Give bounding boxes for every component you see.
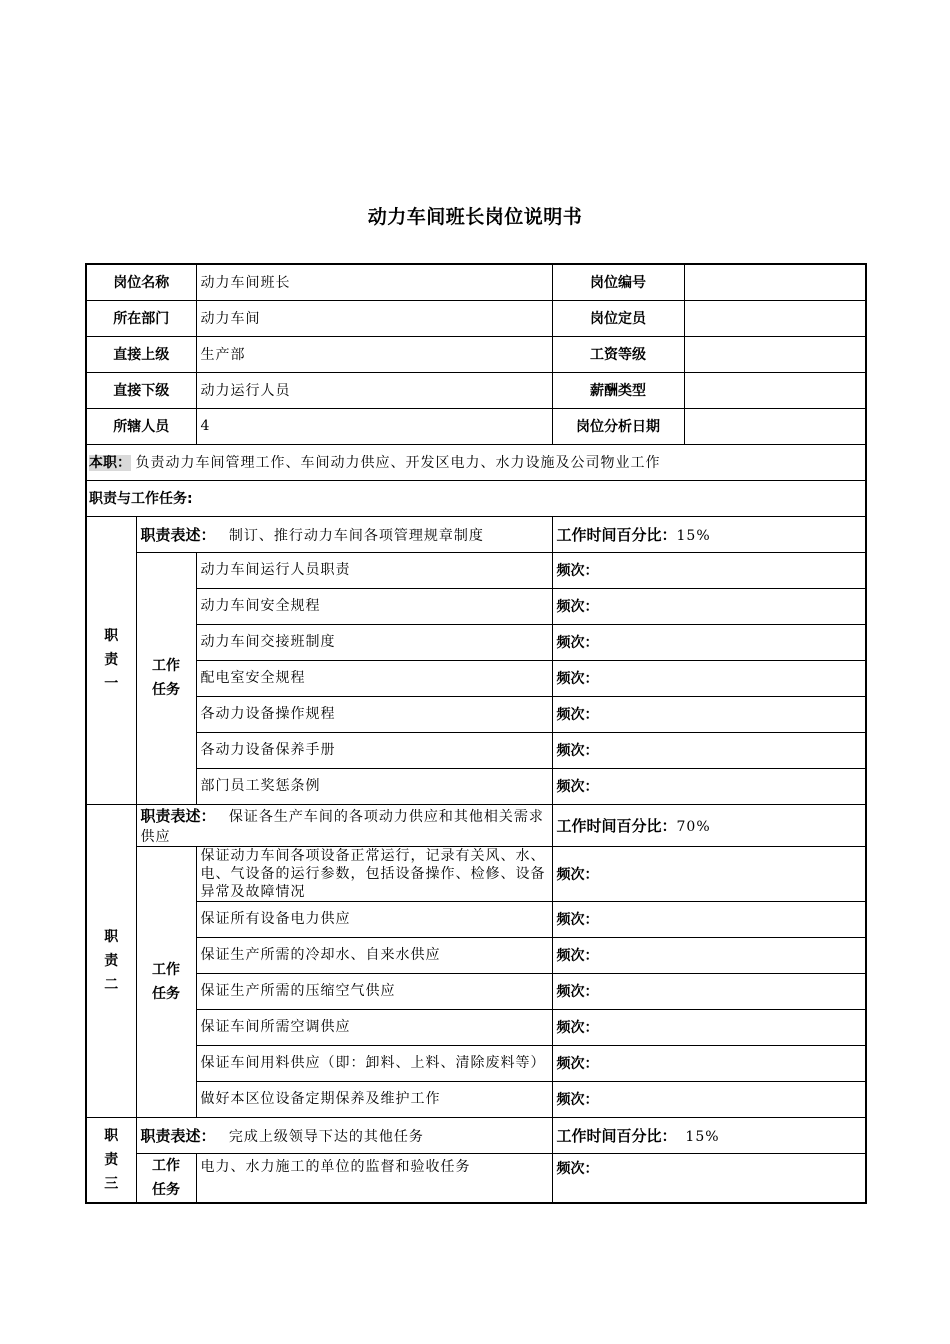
- r3-task-1: 电力、水力施工的单位的监督和验收任务: [196, 1153, 552, 1203]
- superior-value: 生产部: [196, 336, 552, 372]
- r1-task-row: [86, 624, 866, 660]
- post-name-value: 动力车间班长: [196, 264, 552, 300]
- row-duty: [86, 444, 866, 480]
- r1-task-4: 配电室安全规程: [196, 660, 552, 696]
- r1-freq-2: 频次：: [552, 588, 866, 624]
- r2-desc: 保证各生产车间的各项动力供应和其他相关需求供应: [140, 808, 544, 845]
- r1-label: [86, 516, 136, 804]
- r2-task-6: 保证车间用料供应（即：卸料、上料、清除废料等）: [196, 1045, 552, 1081]
- r2-task-3: 保证生产所需的冷却水、自来水供应: [196, 937, 552, 973]
- r1-task-6: 各动力设备保养手册: [196, 732, 552, 768]
- r2-freq-5: 频次：: [552, 1009, 866, 1045]
- r1-task-1: 动力车间运行人员职责: [196, 552, 552, 588]
- row-subordinate: [86, 372, 866, 408]
- staff-label: 所辖人员: [86, 408, 196, 444]
- r2-freq-1: 频次：: [552, 846, 866, 901]
- r2-freq-6: 频次：: [552, 1045, 866, 1081]
- r2-task-7: 做好本区位设备定期保养及维护工作: [196, 1081, 552, 1117]
- r1-desc: 制订、推行动力车间各项管理规章制度: [228, 527, 484, 544]
- salary-value: [684, 372, 866, 408]
- r2-pct-label: 工作时间百分比：: [556, 816, 677, 835]
- job-description-table: [85, 263, 867, 1204]
- dept-value: 动力车间: [196, 300, 552, 336]
- r1-freq-3: 频次：: [552, 624, 866, 660]
- r3-task-row: [86, 1153, 866, 1203]
- r2-task-row: [86, 1045, 866, 1081]
- row-dept: [86, 300, 866, 336]
- r1-task-5: 各动力设备操作规程: [196, 696, 552, 732]
- row-staff: [86, 408, 866, 444]
- quota-value: [684, 300, 866, 336]
- superior-label: 直接上级: [86, 336, 196, 372]
- wage-label: 工资等级: [552, 336, 684, 372]
- r2-freq-3: 频次：: [552, 937, 866, 973]
- quota-label: 岗位定员: [552, 300, 684, 336]
- r1-task-row: [86, 660, 866, 696]
- document-title: 动力车间班长岗位说明书: [367, 206, 583, 228]
- r2-label-char-3: 二: [104, 976, 119, 993]
- r1-task-label: 工作 任务: [136, 552, 196, 804]
- row-superior: [86, 336, 866, 372]
- r3-desc: 完成上级领导下达的其他任务: [228, 1128, 424, 1145]
- r3-label-char-1: 职: [104, 1127, 119, 1144]
- r3-pct-label: 工作时间百分比：: [556, 1126, 677, 1145]
- r2-label-char-2: 责: [104, 952, 119, 969]
- post-no-value: [684, 264, 866, 300]
- r1-task-row: [86, 588, 866, 624]
- r2-task-5: 保证车间所需空调供应: [196, 1009, 552, 1045]
- r1-task-2: 动力车间安全规程: [196, 588, 552, 624]
- r1-task-row: [86, 552, 866, 588]
- duty-label: 本职：: [89, 455, 131, 471]
- r2-task-2: 保证所有设备电力供应: [196, 901, 552, 937]
- row-tasks-header: [86, 480, 866, 516]
- r3-label-char-3: 三: [104, 1175, 119, 1192]
- salary-label: 薪酬类型: [552, 372, 684, 408]
- r2-task-label: 工作 任务: [136, 846, 196, 1117]
- r3-freq-1: 频次：: [552, 1153, 866, 1203]
- r2-task-row: [86, 1009, 866, 1045]
- r1-freq-1: 频次：: [552, 552, 866, 588]
- r3-pct: 15%: [685, 1128, 720, 1145]
- r1-freq-6: 频次：: [552, 732, 866, 768]
- r2-task-row: [86, 901, 866, 937]
- r3-task-label: 工作 任务: [136, 1153, 196, 1203]
- r2-label-char-1: 职: [104, 928, 119, 945]
- wage-value: [684, 336, 866, 372]
- r2-desc-row: [86, 804, 866, 846]
- r3-label: [86, 1117, 136, 1203]
- r1-pct: 15%: [676, 527, 711, 544]
- post-name-label: 岗位名称: [86, 264, 196, 300]
- r2-task-row: [86, 973, 866, 1009]
- date-label: 岗位分析日期: [552, 408, 684, 444]
- r1-pct-label: 工作时间百分比：: [556, 525, 677, 544]
- row-post-name: [86, 264, 866, 300]
- r2-task-4: 保证生产所需的压缩空气供应: [196, 973, 552, 1009]
- duty-text: 负责动力车间管理工作、车间动力供应、开发区电力、水力设施及公司物业工作: [135, 455, 661, 471]
- r1-label-char-3: 一: [104, 676, 119, 692]
- r1-task-row: [86, 732, 866, 768]
- r1-task-row: [86, 696, 866, 732]
- r2-label: [86, 804, 136, 1117]
- dept-label: 所在部门: [86, 300, 196, 336]
- r1-freq-7: 频次：: [552, 768, 866, 804]
- post-no-label: 岗位编号: [552, 264, 684, 300]
- r2-task-row: [86, 846, 866, 901]
- r3-desc-row: [86, 1117, 866, 1153]
- r2-task-row: [86, 1081, 866, 1117]
- r1-task-7: 部门员工奖惩条例: [196, 768, 552, 804]
- r1-desc-label: 职责表述：: [140, 525, 216, 544]
- r2-task-1: 保证动力车间各项设备正常运行，记录有关风、水、电、气设备的运行参数，包括设备操作、检修、设备异常及故障情况: [196, 846, 552, 901]
- r1-task-3: 动力车间交接班制度: [196, 624, 552, 660]
- r2-freq-4: 频次：: [552, 973, 866, 1009]
- subordinate-label: 直接下级: [86, 372, 196, 408]
- r1-desc-row: [86, 516, 866, 552]
- r3-label-char-2: 责: [104, 1151, 119, 1168]
- r1-label-char-2: 责: [104, 652, 119, 668]
- r2-freq-2: 频次：: [552, 901, 866, 937]
- date-value: [684, 408, 866, 444]
- r1-task-row: [86, 768, 866, 804]
- r1-freq-5: 频次：: [552, 696, 866, 732]
- staff-value: 4: [196, 408, 552, 444]
- subordinate-value: 动力运行人员: [196, 372, 552, 408]
- r2-freq-7: 频次：: [552, 1081, 866, 1117]
- r1-freq-4: 频次：: [552, 660, 866, 696]
- r3-desc-label: 职责表述：: [140, 1126, 216, 1145]
- r2-pct: 70%: [676, 818, 711, 835]
- r2-desc-label: 职责表述：: [140, 806, 216, 825]
- r2-task-row: [86, 937, 866, 973]
- tasks-header: 职责与工作任务:: [86, 480, 866, 516]
- r1-label-char-1: 职: [104, 628, 119, 644]
